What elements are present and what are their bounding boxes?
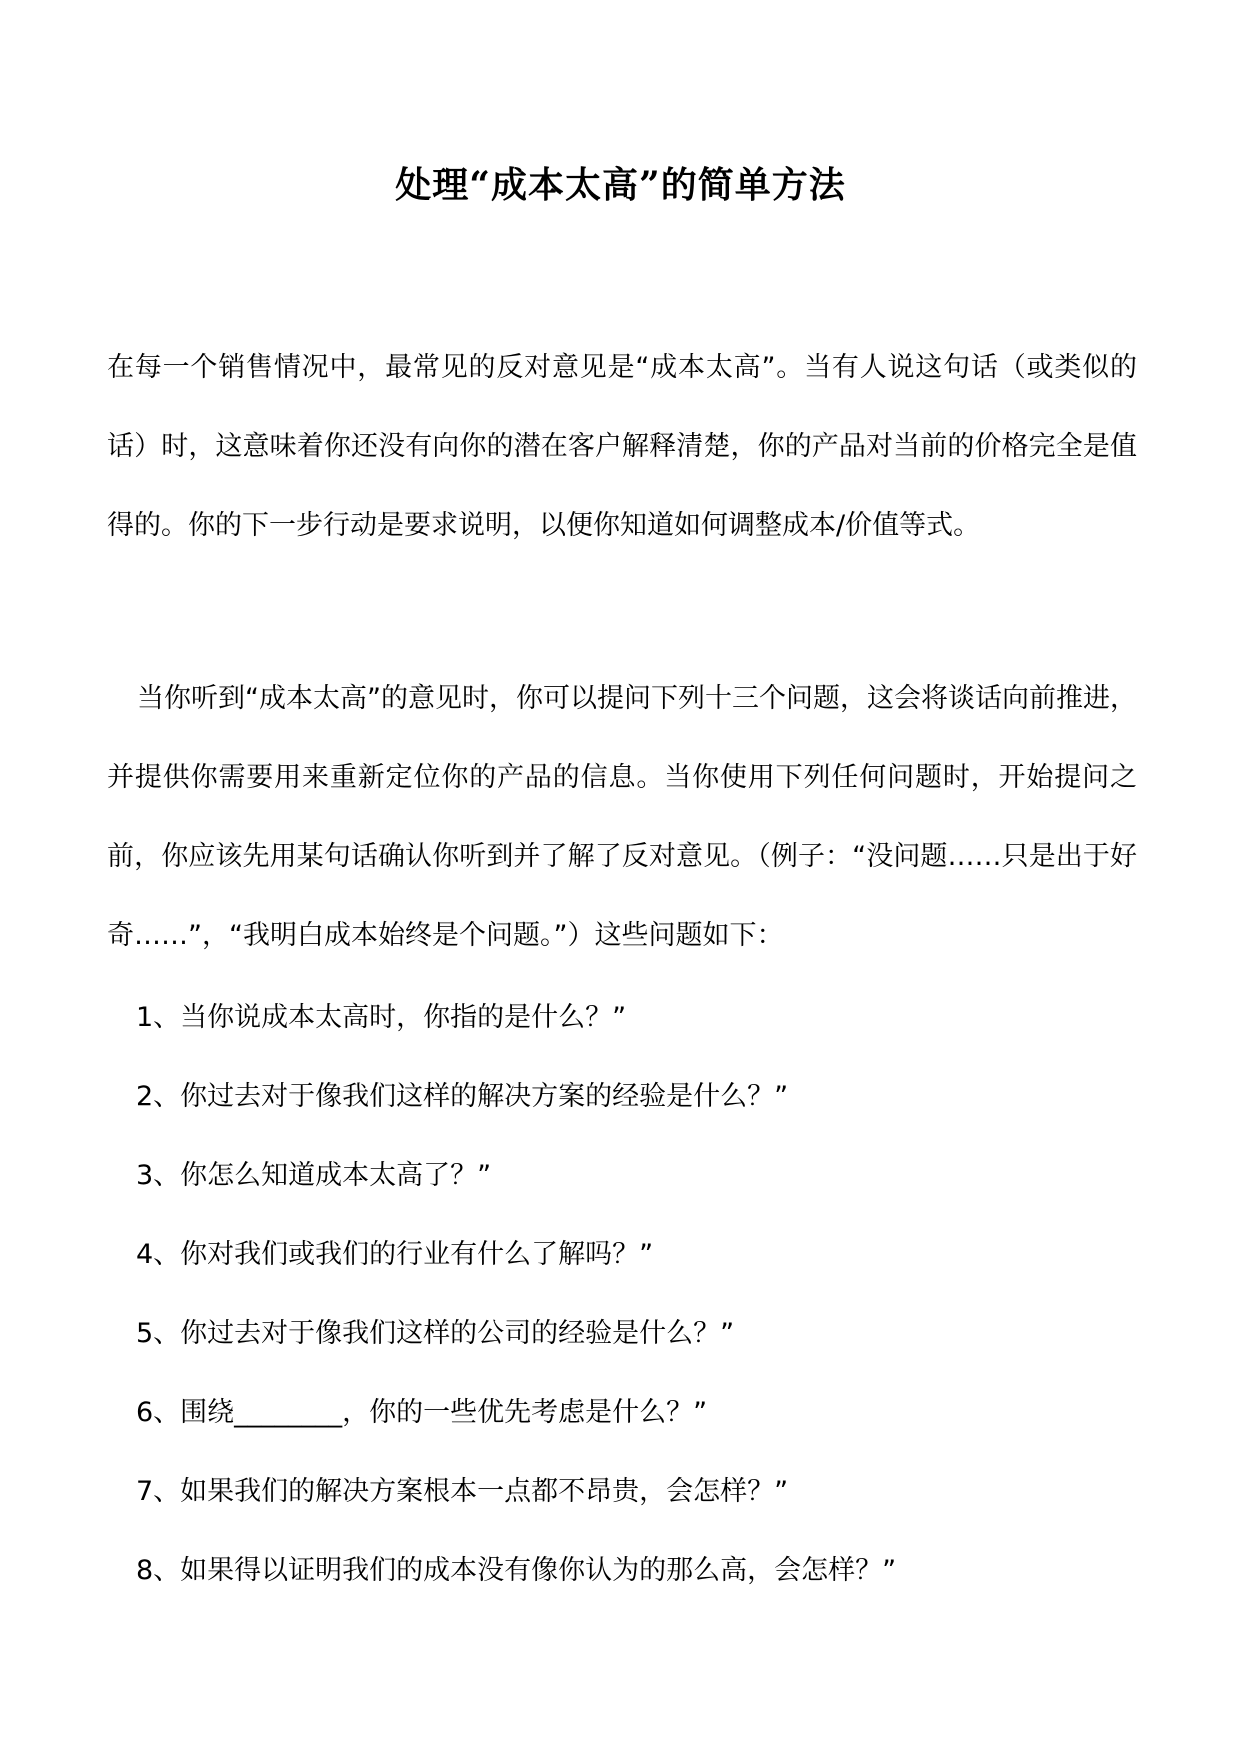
paragraph-questions-intro: 当你听到“成本太高”的意见时，你可以提问下列十三个问题，这会将谈话向前推进，并提供你需要用来重新定位你的产品的信息。当你使用下列任何问题时，开始提问之前，你应该先用某句话确认你听到并了解了反对意见。（例子：“没问题……只是出于好奇……”，“我明白成本始终是个问题。”）这些问题如下： [107,683,1137,951]
list-item: 1、当你说成本太高时，你指的是什么？” [136,1002,627,1033]
list-item: 4、你对我们或我们的行业有什么了解吗？” [136,1239,654,1270]
question-list [136,978,1136,1610]
list-item: 7、如果我们的解决方案根本一点都不昂贵，会怎样？” [136,1476,789,1507]
list-item: 8、如果得以证明我们的成本没有像你认为的那么高，会怎样？” [136,1555,897,1586]
paragraph-intro: 在每一个销售情况中，最常见的反对意见是“成本太高”。当有人说这句话（或类似的话）时，这意味着你还没有向你的潜在客户解释清楚，你的产品对当前的价格完全是值得的。你的下一步行动是要求说明，以便你知道如何调整成本/价值等式。 [107,352,1137,541]
list-item: 3、你怎么知道成本太高了？” [136,1160,492,1191]
document-title: 处理“成本太高”的简单方法 [395,164,846,206]
list-item: 5、你过去对于像我们这样的公司的经验是什么？” [136,1318,735,1349]
list-item: 2、你过去对于像我们这样的解决方案的经验是什么？” [136,1081,789,1112]
list-item: 6、围绕________，你的一些优先考虑是什么？” [136,1397,708,1428]
